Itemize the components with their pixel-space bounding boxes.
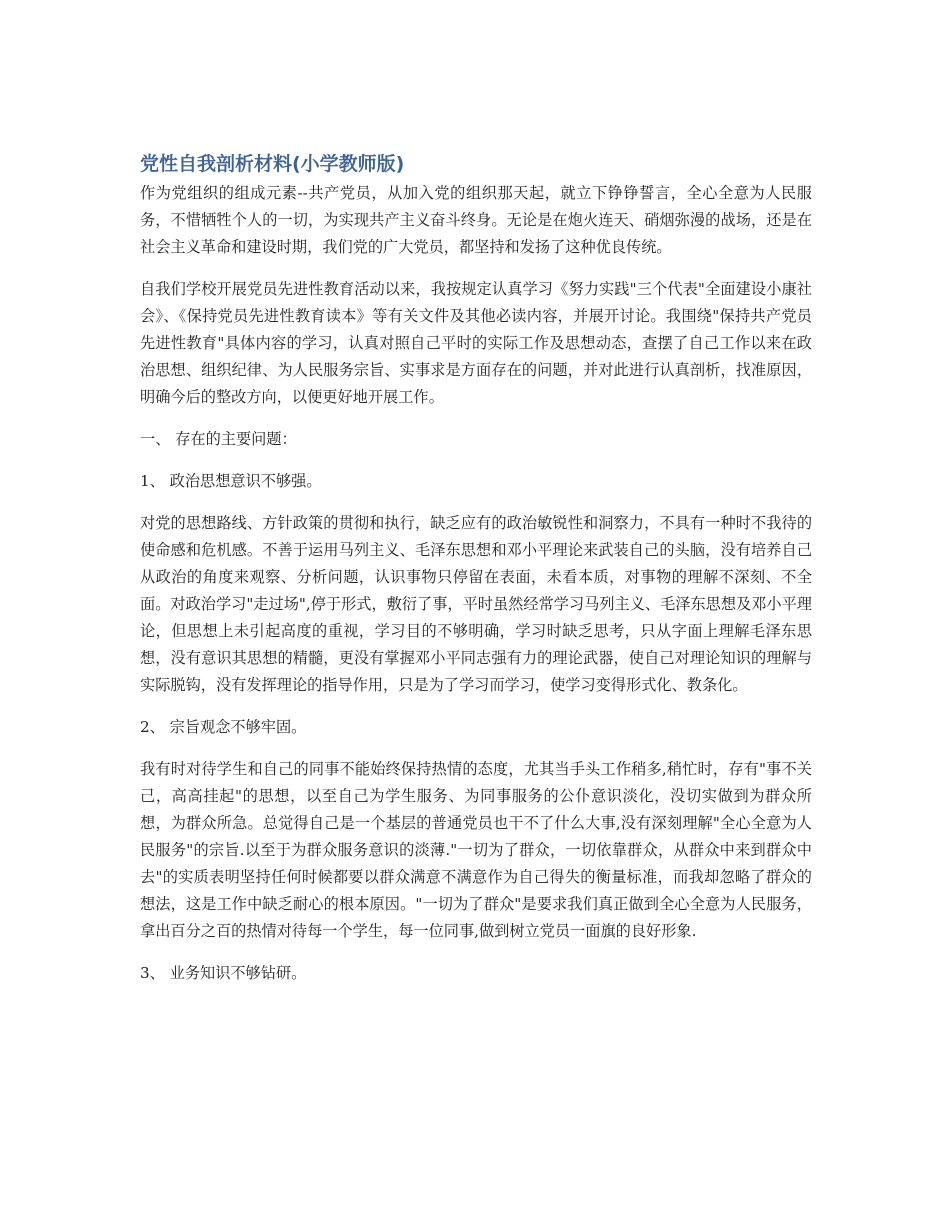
item-body-1: 对党的思想路线、方针政策的贯彻和执行，缺乏应有的政治敏锐性和洞察力，不具有一种时不我待的使命感和危机感。不善于运用马列主义、毛泽东思想和邓小平理论来武装自己的头脑，没有培养自己从政治的角度来观察、分析问题，认识事物只停留在表面，未看本质，对事物的理解不深刻、不全面。对政治学习"走过场",停于形式，敷衍了事，平时虽然经常学习马列主义、毛泽东思想及邓小平理论，但思想上未引起高度的重视，学习目的不够明确，学习时缺乏思考，只从字面上理解毛泽东思想，没有意识其思想的精髓，更没有掌握邓小平同志强有力的理论武器，使自己对理论知识的理解与实际脱钩，没有发挥理论的指导作用，只是为了学习而学习，使学习变得形式化、教条化。 (140, 514, 812, 694)
document-page (140, 150, 812, 1002)
item-heading-3: 3、 业务知识不够钻研。 (140, 964, 307, 982)
item-heading-2: 2、 宗旨观念不够牢固。 (140, 718, 307, 736)
intro-paragraph: 作为党组织的组成元素--共产党员，从加入党的组织那天起，就立下铮铮誓言，全心全意为人民服务，不惜牺牲个人的一切，为实现共产主义奋斗终身。无论是在炮火连天、硝烟弥漫的战场，还是在社会主义革命和建设时期，我们党的广大党员，都坚持和发扬了这种优良传统。 (140, 184, 812, 256)
item-heading-1: 1、 政治思想意识不够强。 (140, 472, 322, 490)
section-heading: 一、 存在的主要问题： (140, 430, 297, 448)
background-paragraph: 自我们学校开展党员先进性教育活动以来，我按规定认真学习《努力实践"三个代表"全面建设小康社会》、《保持党员先进性教育读本》等有关文件及其他必读内容，并展开讨论。我围绕"保持共产党员先进性教育"具体内容的学习，认真对照自己平时的实际工作及思想动态，查摆了自己工作以来在政治思想、组织纪律、为人民服务宗旨、实事求是方面存在的问题，并对此进行认真剖析，找准原因，明确今后的整改方向，以便更好地开展工作。 (140, 280, 812, 406)
item-body-2: 我有时对待学生和自己的同事不能始终保持热情的态度，尤其当手头工作稍多,稍忙时，存有"事不关己，高高挂起"的思想，以至自己为学生服务、为同事服务的公仆意识淡化，没切实做到为群众所想，为群众所急。总觉得自己是一个基层的普通党员也干不了什么大事,没有深刻理解"全心全意为人民服务"的宗旨.以至于为群众服务意识的淡薄."一切为了群众，一切依靠群众，从群众中来到群众中去"的实质表明坚持任何时候都要以群众满意不满意作为自己得失的衡量标准，而我却忽略了群众的想法，这是工作中缺乏耐心的根本原因。"一切为了群众"是要求我们真正做到全心全意为人民服务，拿出百分之百的热情对待每一个学生，每一位同事,做到树立党员一面旗的良好形象. (140, 760, 812, 940)
document-title: 党性自我剖析材料(小学教师版) (140, 153, 405, 175)
